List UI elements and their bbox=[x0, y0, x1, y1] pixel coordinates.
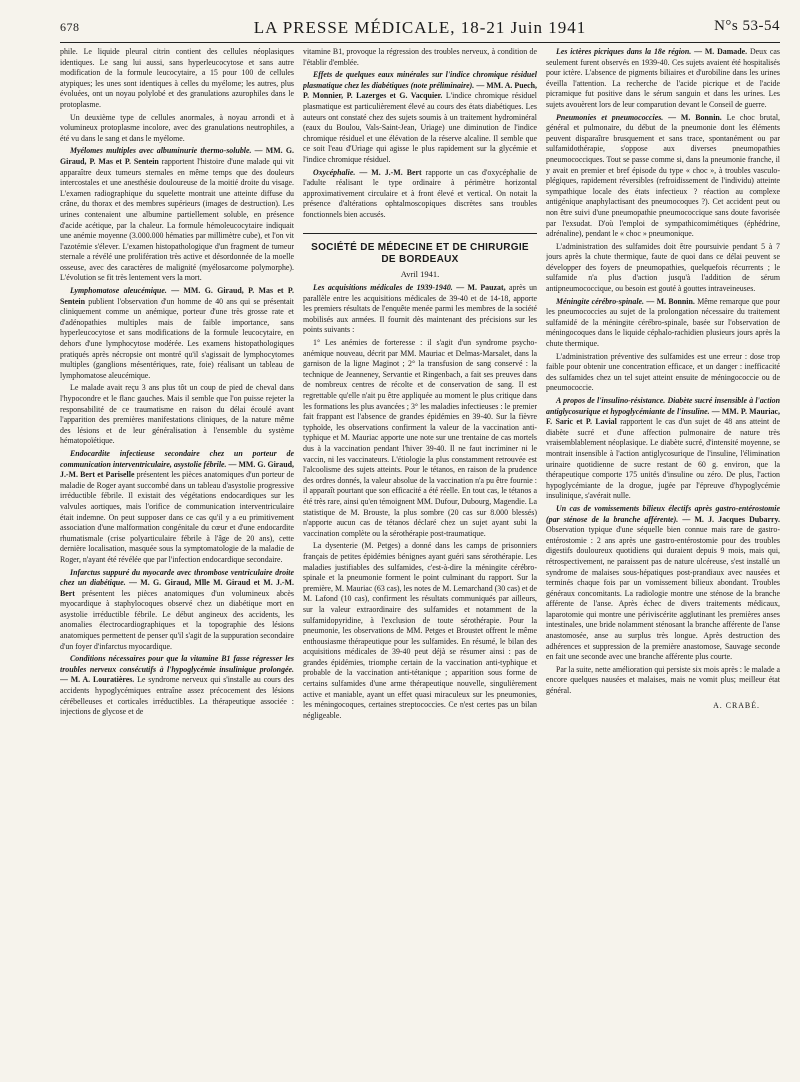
article-authors: — M. G. Giraud, Mlle M. Giraud et M. J.-M. Bert bbox=[60, 578, 294, 598]
article-authors: — M. J. Jacques Dubarry. bbox=[682, 514, 780, 524]
article-endocardite bbox=[60, 449, 294, 566]
article-oxycephalie bbox=[303, 168, 537, 221]
article-pneumonies bbox=[546, 113, 780, 240]
article-acquisitions bbox=[303, 283, 537, 336]
article-vitamine bbox=[60, 654, 294, 718]
article-title: Conditions nécessaires pour que la vitamine B1 fasse régresser les troubles nerveux consécutifs à l'hypoglycémie insulinique prolongée. bbox=[60, 654, 294, 674]
paragraph: Le malade avait reçu 3 ans plus tôt un coup de pied de cheval dans l'hypocondre et le flanc gauches. Mais il semble que l'on puisse rejeter la responsabilité de ce traumatisme en raison du délai écoulé avant l'apparition des premières manifestations cliniques, de la nature même des lésions et de leur généralisation à l'ensemble du système hématopoïétique. bbox=[60, 383, 294, 446]
article-authors: — MM. G. Giraud, P. Mas et P. Sentein bbox=[60, 286, 294, 306]
article-icteres bbox=[546, 47, 780, 111]
article-text: rapportent l'histoire d'une malade qui vit apparaître deux tumeurs sternales en même temps que des douleurs intercostales et une anesthésie douloureuse de la moitié droite du visage. L'examen radiographique du squelette montrait une atteinte diffuse du crâne, du thorax et des membres supérieurs (images de destruction). Les urines contenaient une albumine partiellement soluble, en présence d'acide acétique, par la chaleur. La formule hémoleucocytaire indiquait une anémie moyenne (3.000.000 hématies par millimètre cube), et l'on vit l'azotémie s'élever. L'examen histopathologique d'un fragment de tumeur sternale a révélé une prolifération très active et désordonnée de la moelle osseuse, avec des caractères de malignité (myélosarcome polymorphe). L'évolution se fit très lentement vers la mort. bbox=[60, 156, 294, 283]
article-title: A propos de l'insulino-résistance. Diabète sucré insensible à l'action antiglycosurique et hypoglycémiante de l'insuline. bbox=[546, 396, 780, 416]
article-title: Effets de quelques eaux minérales sur l'indice chromique résiduel plasmatique chez les diabétiques (note préliminaire). bbox=[303, 70, 537, 90]
article-text: rapportent le cas d'un sujet de 48 ans atteint de diabète sucré et d'une affection pulmonaire de nature très vraisemblablement néoplasique. Le diabète sucré, d'intensité moyenne, se montrait insensible à l'action antiglycosurique de l'insuline, l'élimination urinaire quotidienne de sucre restant de 60 g. environ, que la thérapeutique comporte 175 unités d'insuline ou zéro. De plus, l'action hypoglycémiante de la drogue, jugée par l'épreuve d'hypoglycémie insulinique, s'avérait nulle. bbox=[546, 417, 780, 501]
paragraph: La dysenterie (M. Petges) a donné dans les camps de prisonniers français de petites épidémies bénignes ayant guéri sans sérothérapie. Les maladies justifiables des sulfamides, c'est-à-dire la méningite cérébro-spinale et la pneumonie forment le point culminant du rapport. Sur la première, M. Mauriac (63 cas), les notes de M. Lemarchand (30 cas) et de M. Lafond (10 cas), confirment les résultats communiqués par ailleurs, sur la valeur extraordinaire des sulfamides et notamment de la sulfamidopyridine, à l'exclusion de toute sérothérapie. Pour la pneumonie, les observations de MM. Petges et Broustet offrent le même enthousiasme thérapeutique pour les sulfamides. En résumé, le bilan des acquisitions médicales de 39-40 peut déjà se résumer ainsi : pas de grandes épidémies, triomphe certain de la vaccination anti-typhique et probable de la vaccination anti-tétanique ; apparition sous forme de certains sulfamides d'une arme thérapeutique nouvelle, singulièrement active et maniable, ayant un effet quasi miraculeux sur les pneumonies, les méningocoques, certaines streptococcies. Ce n'est certes pas un bilan négligeable. bbox=[303, 541, 537, 720]
article-infarctus bbox=[60, 568, 294, 653]
society-heading bbox=[303, 233, 537, 280]
article-title: Pneumonies et pneumococcies. bbox=[556, 112, 664, 122]
article-lymphomatose bbox=[60, 286, 294, 381]
signature: A. CRABÉ. bbox=[713, 700, 760, 710]
paragraph: phile. Le liquide pleural citrin contient des cellules néoplasiques identiques. Le sang lui aussi, sans hyperleucocytose et sans autre modification de la formule leucocytaire, a 15 pour 100 de cellules atypiques; les unes sont identiques à celles du myélome; les autres, plus évoluées, ont un noyau polylobé et des granulations azurophiles dans le protoplasme. bbox=[60, 47, 294, 109]
article-authors: — MM. G. Giraud, J.-M. Bert et Pariselle bbox=[60, 459, 294, 480]
article-authors: — M. Bonnin. bbox=[668, 112, 722, 122]
page-number: 678 bbox=[60, 20, 80, 34]
article-text: Le choc brutal, général et pulmonaire, du début de la pneumonie dont les éléments peuvent disparaître brusquement et sans trace, spontanément ou par sulfamidothérapie, s'oppose aux diverses pneumopathies pneumococciques. Tout se passe comme si, dans la pneumonie franche, il y avait en premier et bref épisode du type « choc », à troubles vasculo-plégiques, rapidement réversibles (refroidissement de l'individu) atteinte sympathique locale des états infectieux ? réaction au complexe antigénique anaphylactisant des pneumocoques ?). Cet accident peut ou non être suivi d'une pneumopathie pneumococcique sans doute favorisée par l'exsudat. D'où l'emploi de sympathicomimétiques (éphédrine, adrénaline), pendant le « choc » pneumonique. bbox=[546, 112, 780, 239]
article-authors: — MM. G. Giraud, P. Mas et P. Sentein bbox=[60, 146, 294, 166]
paragraph: Par la suite, nette amélioration qui persiste six mois après : le malade a encore quelques nausées et malaises, mais ne vomit plus; meilleur état général. bbox=[546, 664, 780, 696]
paragraph: vitamine B1, provoque la régression des troubles nerveux, à condition de l'établir d'emblée. bbox=[303, 47, 537, 67]
issue-number: N°s 53-54 bbox=[714, 18, 780, 34]
article-text: rapporte un cas d'oxycéphalie de l'adulte réalisant le type ordinaire à périmètre horizontal approximativement circulaire et à front élevé et vertical. On notait la présence d'altérations ophtalmoscopiques discrètes sans troubles fonctionnels bien accusés. bbox=[303, 167, 537, 219]
article-title: Les acquisitions médicales de 1939-1940. bbox=[313, 283, 453, 293]
article-title: Oxycéphalie. bbox=[313, 167, 356, 177]
paragraph: 1° Les anémies de forteresse : il s'agit d'un syndrome psycho-anémique nouveau, décrit par MM. Mauriac et Delmas-Marsalet, dans la garnison de la ligne Maginot ; 2° la transfusion de sang conservé : la technique de Jeanneney, Servantie et Ringenbach, a fait ses preuves dans de nombreux centres de récolte et de conservation de sang. Il est regrettable qu'elle n'ait pu être appliquée au moment le plus critique dans les formations les plus avancées ; 3° les maladies infectieuses : le premier fait frappant est l'absence de grandes épidémies en 39-40. Sur la fièvre typhoïde, les observations confirment la valeur de la vaccination anti-typhique et M. Mauriac apporte une note sur une trentaine de cas mortels dus à la vaccination pendant l'hiver 39-40. Il ne faut incriminer ni le vaccin, ni les vaccinateurs. L'étiologie la plus constamment retrouvée est l'alcoolisme des sujets atteints. Pour le tétanos, en raison de la prudence des ordres donnés, la valeur absolue de la vaccination n'a pu être fournie : il apparaît pourtant que son efficacité a été réelle. En tout cas, le tétanos a été très rare, ainsi qu'en témoignent MM. Dufour, Dubourg, Magendie. La statistique de M. Brouste, la plus sombre (20 cas sur 8.000 blessés) n'apporte aucun cas de tétanos déclaré chez un sujet ayant subi la vaccination complète ou la sérothérapie post-traumatique. bbox=[303, 338, 537, 538]
column-3 bbox=[546, 47, 780, 1077]
article-authors: — M. Damade. bbox=[694, 47, 748, 56]
column-1 bbox=[60, 47, 294, 1077]
society-date: Avril 1941. bbox=[400, 268, 440, 279]
paragraph: L'administration préventive des sulfamides est une erreur : dose trop faible pour obtenir une concentration efficace, et un danger : inefficacité des sulfamides chez un tel sujet atteint ensuite de méningococcie ou de pneumococcie. bbox=[546, 351, 780, 393]
header-rule bbox=[60, 42, 780, 43]
article-authors: — M. A. Louratières. bbox=[60, 675, 135, 685]
article-title: Lymphomatose aleucémique. bbox=[70, 286, 167, 296]
article-authors: — MM. P. Mauriac, F. Saric et P. Lavial bbox=[546, 406, 780, 427]
article-text: Observation typique d'une séquelle bien connue mais rare de gastro-entérostomie : 2 ans après une gastro-entérostomie pour des troubles digestifs douloureux quotidiens qui duraient depuis 9 mois, mais qui, rétrospectivement, ne paraissent pas de nature ulcéreuse, s'est installé un syndrome de malaises sous-hépatiques post-prandiaux avec nausées et terminés chaque fois par un vomissement bilieux abondant. Troubles généraux concomitants. La radiologie montre une sténose de la branche afférente de l'anse. Après échec de divers traitements médicaux, laparotomie qui montre une périviscérite agglutinant les premières anses intestinales, une bride nolamment sténosant la branche afférente de l'anse anastomosée, anse au surplus très longue. Après destruction des adhérences et suppression de la première anastomose, Sauvage seconde en fait une seconde avec une branche afférente plus courte. bbox=[546, 525, 780, 662]
article-title: Les ictères picriques dans la 18e région. bbox=[556, 47, 692, 56]
article-text: présentent les pièces anatomiques d'un volumineux abcès myocardique à staphylocoques observé chez un diabétique mort en asystolie irréductible fébrile. Le début angineux des accidents, les anomalies électrocardiographiques et la topographie des lésions anatomiques permettent de penser qu'il s'agit de la suppuration secondaire d'un foyer d'infarctus myocardique. bbox=[60, 588, 294, 651]
article-vomissements bbox=[546, 504, 780, 663]
article-insulino-resistance bbox=[546, 396, 780, 502]
journal-title: LA PRESSE MÉDICALE, 18-21 Juin 1941 bbox=[253, 18, 587, 37]
article-title: Infarctus suppuré du myocarde avec thrombose ventriculaire droite chez un diabétique. bbox=[60, 567, 294, 588]
article-text: L'indice chromique résiduel plasmatique est particulièrement élevé au cours des états diabétiques. Les auteurs ont constaté chez des sujets soumis à un traitement hydrominéral (eaux du Boulou, Vals-Saint-Jean, Uriage) une diminution de l'indice chromique résiduel et une élévation de la réserve alcaline. Il semble que ce soit l'eau d'Uriage qui agisse le plus rapidement sur la glycémie et l'indice chromique résiduel. bbox=[303, 91, 537, 164]
article-title: Myélomes multiples avec albuminurie thermo-soluble. bbox=[70, 146, 252, 156]
article-text: Deux cas seulement furent observés en 1939-40. Ces sujets avaient été hospitalisés pour ictère. L'absence de pigments biliaires et d'urobiline dans les urines éveilla l'attention. La recherche de l'acide picrique et de l'acide picramique fut positive dans le sérum sanguin et dans les urines. Les sujets avouèrent lors de leur comparution devant le Conseil de guerre. bbox=[546, 47, 780, 109]
article-authors: — M. Bonnin. bbox=[646, 296, 695, 306]
article-text: après un parallèle entre les acquisitions médicales de 39-40 et de 14-18, apporte les premiers résultats de l'enquête menée parmi les membres de la société mobilisés aux armées. Il fournit dès maintenant des précisions sur les points suivants : bbox=[303, 283, 537, 335]
column-2 bbox=[303, 47, 537, 1077]
article-title: Un cas de vomissements bilieux électifs après gastro-entérostomie (par sténose de la branche afférente). bbox=[546, 503, 780, 524]
article-authors: — MM. A. Puech, P. Monnier, P. Lazerges et G. Vacquier. bbox=[303, 80, 537, 101]
article-myelomes bbox=[60, 146, 294, 284]
page-header bbox=[60, 18, 780, 40]
article-meningite bbox=[546, 297, 780, 350]
article-text: présentent les pièces anatomiques d'un porteur de maladie de Roger ayant succombé dans un tableau d'asystolie progressive irréductible fébrile. Il existait des végétations endocardiques sur les valvules aortiques, mais l'orifice de communication interventriculaire était indemne. On peut supposer dans ce cas qu'il y a eu primitivement association d'une malformation congénitale du cœur et d'une endocardite rhumatismale (crise polyarticulaire fébrile à l'âge de 20 ans), cette dernière localisation, masquée sous la symptomatologie de la maladie de Roger, n'ayant été révélée que par l'infection endocardique secondaire. bbox=[60, 470, 294, 564]
article-authors: — M. Pauzat, bbox=[456, 283, 506, 293]
paragraph: Un deuxième type de cellules anormales, à noyau arrondi et à volumineux protoplasme incolore, avec des granulations neutrophiles, a été vu dans le sang et dans le myélome. bbox=[60, 112, 294, 143]
article-text: Même remarque que pour les pneumococcies au sujet de la prolongation nécessaire du traitement sulfamidé de la méningite cérébro-spinale, basée sur l'observation de méningocoques dans le liquide céphalo-rachidien plusieurs jours après la chute thermique. bbox=[546, 296, 780, 349]
article-text: Le syndrome nerveux qui s'installe au cours des accidents hypoglycémiques entraîne assez précocement des lésions cérébelleuses et corticales irréductibles. La thérapeutique associée : injections de glycose et de bbox=[60, 675, 294, 717]
article-text: publient l'observation d'un homme de 40 ans qui se présentait cliniquement comme un anémique, porteur d'une très grosse rate et d'adénopathies multiples mais de faible importance, sans hyperleucocytose et sans modifications de la formule leucocytaire, en dehors d'une lymphocytose modérée. Les examens histopathologiques pratiqués après nécropsie ont montré qu'il s'agissait de lymphocytomes multiples (ganglions mésentériques, rate, foie) réalisant un tableau de lymphomatose aleucémique. bbox=[60, 296, 294, 380]
article-title: Endocardite infectieuse secondaire chez un porteur de communication interventriculaire, asystolie fébrile. bbox=[60, 448, 294, 469]
article-authors: — M. J.-M. Bert bbox=[359, 167, 422, 177]
columns bbox=[60, 47, 780, 1077]
article-eaux-minerales bbox=[303, 70, 537, 165]
paragraph: L'administration des sulfamides doit être poursuivie pendant 5 à 7 jours après la chute thermique, faute de quoi dans ce délai peuvent se développer des foyers de pneumopathies, quelquefois récurrents ; le sulfamide n'a plus d'action jusqu'à l'addition de sérum antipneumococcique, ou besoin est gouté à gouttes intraveineuses. bbox=[546, 241, 780, 294]
society-title: SOCIÉTÉ DE MÉDECINE ET DE CHIRURGIE DE BORDEAUX bbox=[311, 241, 529, 265]
article-title: Méningite cérébro-spinale. bbox=[556, 296, 645, 306]
